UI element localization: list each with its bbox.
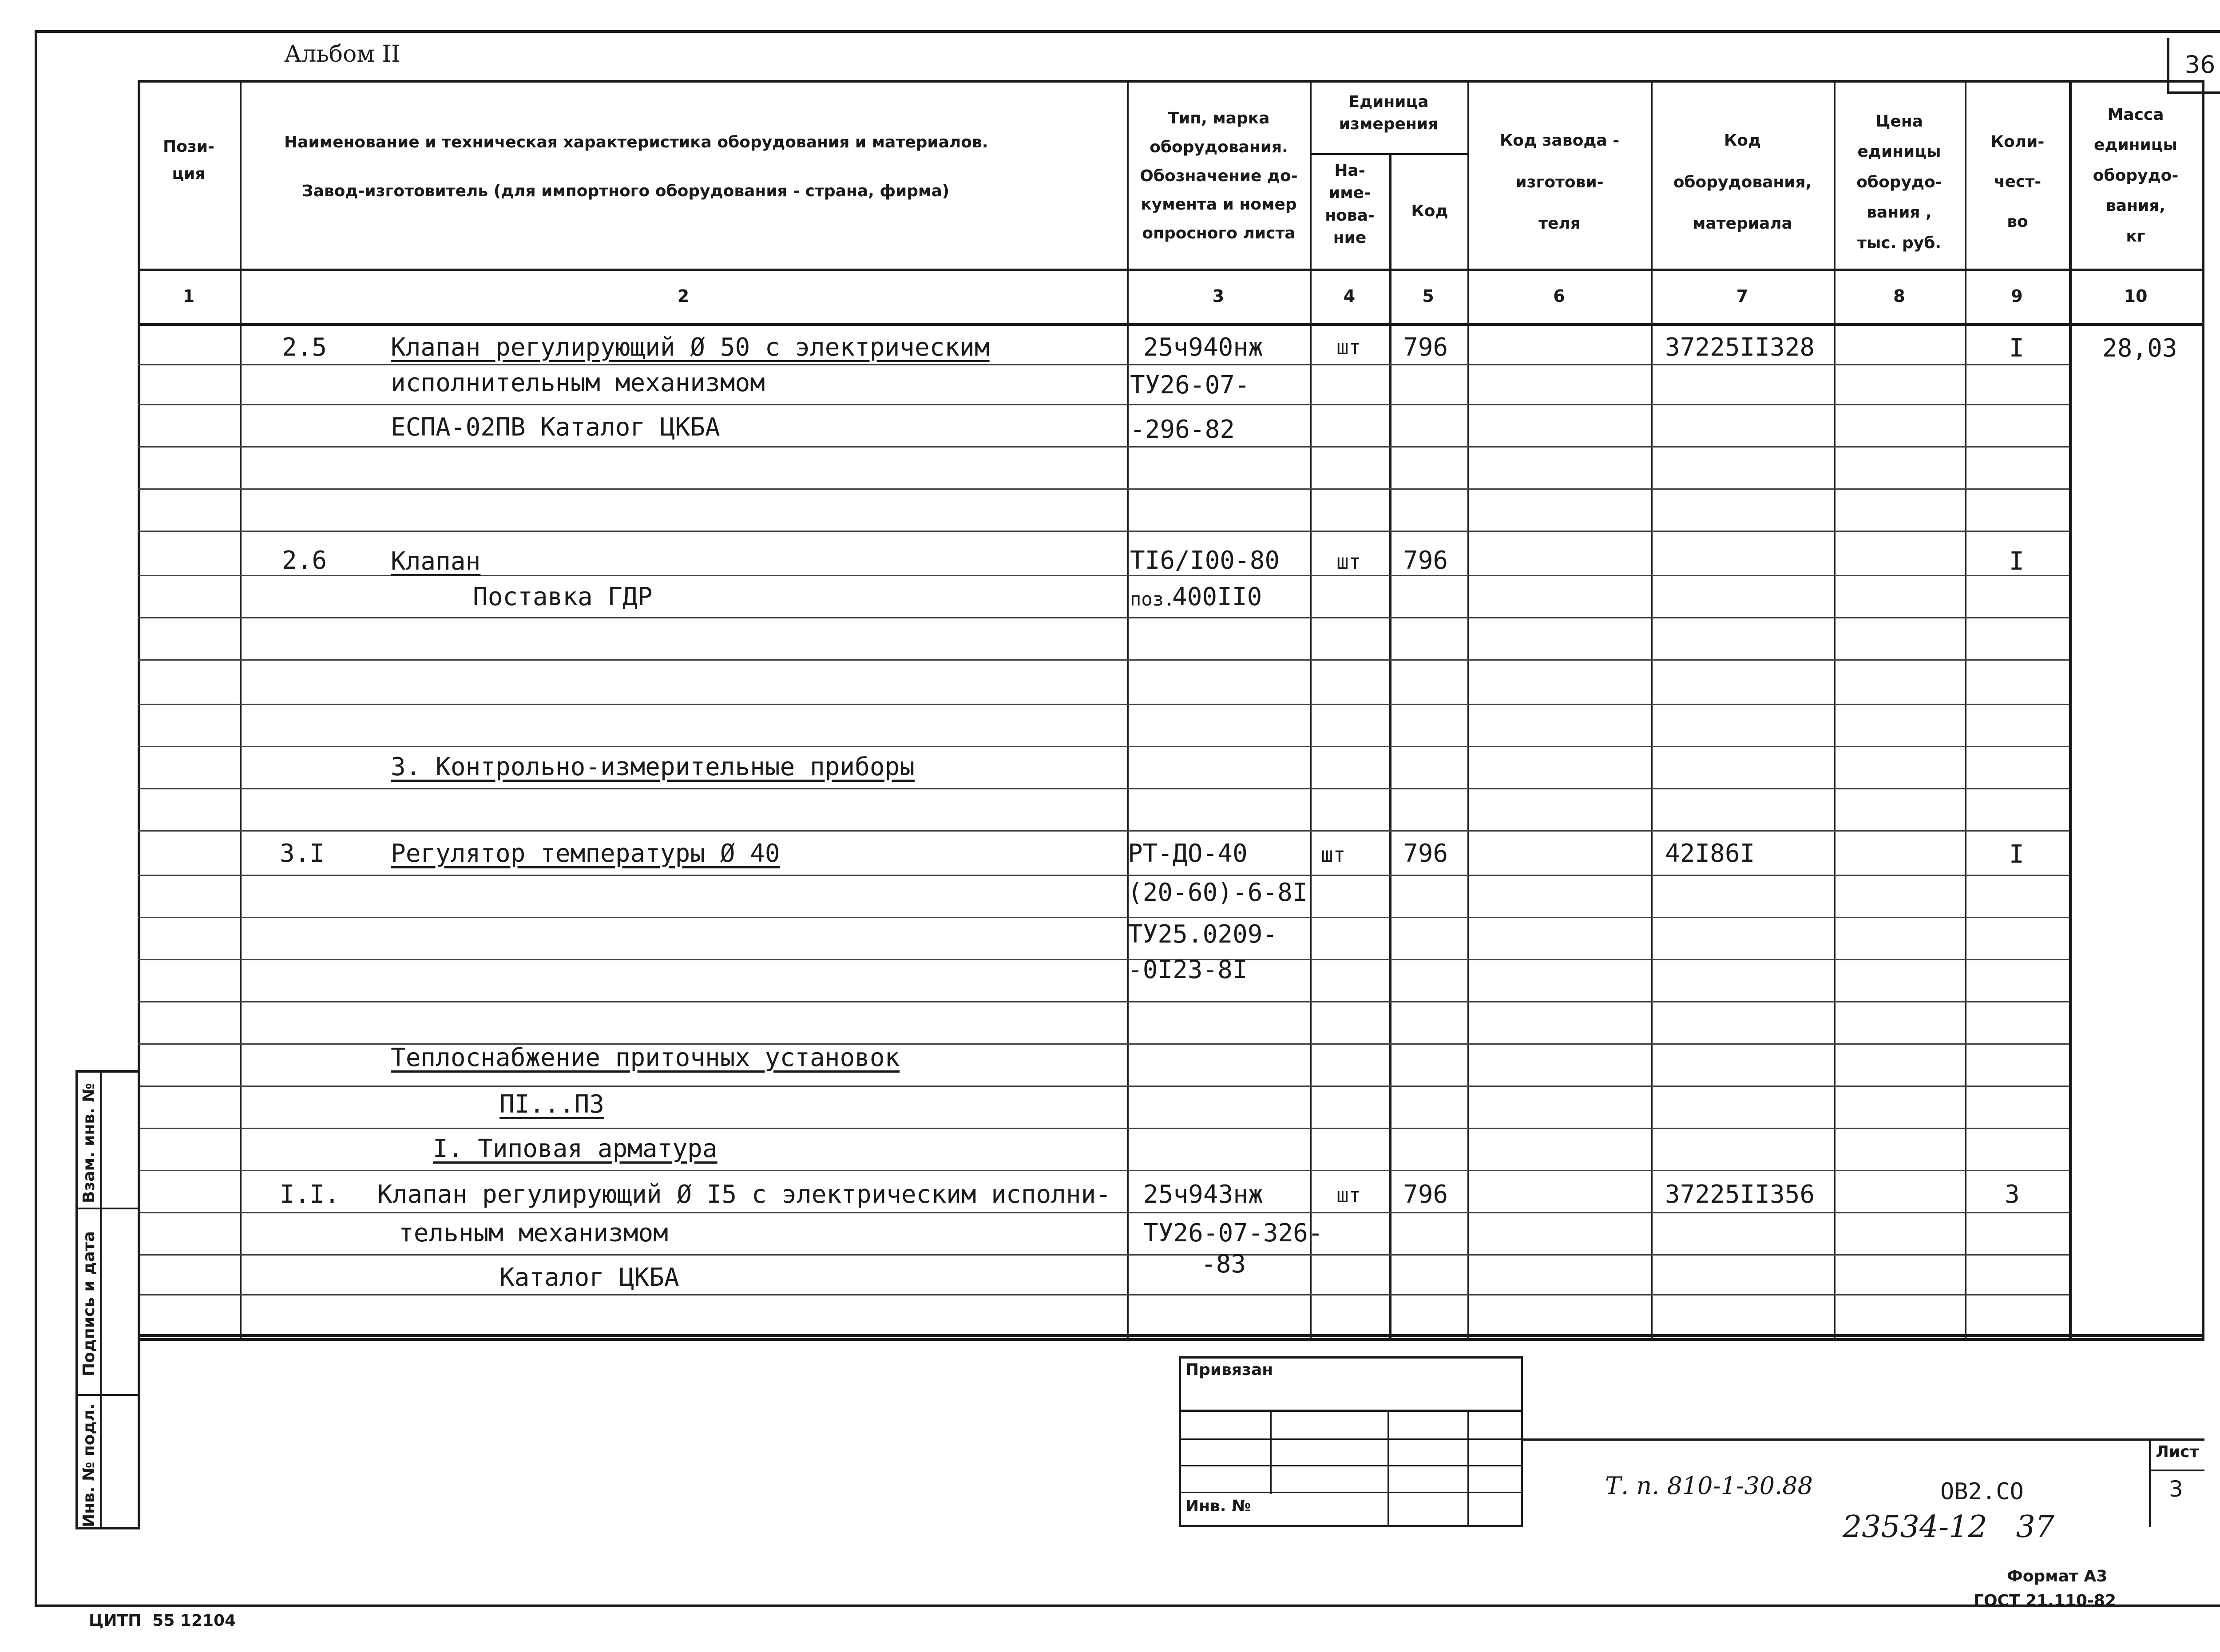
colnum-7: 7 (1736, 286, 1748, 306)
row-3.1-pos: 3.I (280, 839, 325, 868)
row-3.1-type-2: (20-60)-6-8I (1128, 878, 1308, 907)
row-1.1-unit: шт (1336, 1183, 1361, 1207)
side-label-inventory: Инв. № подл. (80, 1403, 98, 1527)
row-line (138, 364, 2069, 365)
row-1.1-type-2: ТУ26-07-326- (1143, 1219, 1323, 1248)
row-2.5-unit: шт (1336, 335, 1361, 359)
colnum-sep (138, 323, 2204, 326)
row-3.1-name: Регулятор температуры Ø 40 (391, 839, 780, 868)
row-line (138, 1001, 2069, 1002)
row-2.6-type-prefix: поз. (1130, 588, 1175, 610)
unit-sub-sep (1310, 153, 1467, 155)
row-line (138, 446, 2069, 448)
fittings-title: I. Типовая арматура (433, 1134, 718, 1163)
side-label-signature: Подпись и дата (80, 1231, 98, 1376)
row-2.5-type-2: ТУ26-07- (1130, 371, 1250, 400)
hdr-type: Тип, марка оборудования. Обозначение до- кумента и номер опросного листа (1140, 109, 1298, 243)
row-line (138, 1170, 2069, 1171)
colnum-4: 4 (1343, 286, 1356, 306)
row-2.6-pos: 2.6 (282, 546, 327, 575)
row-2.5-name-3: ЕСПА-02ПВ Каталог ЦКБА (391, 413, 720, 442)
row-2.5-name: Клапан регулирующий Ø 50 с электрическим (391, 333, 990, 362)
row-3.1-qty: I (2009, 840, 2024, 869)
colnum-2: 2 (677, 286, 690, 306)
colnum-6: 6 (1553, 286, 1565, 306)
album-title: Альбом II (284, 41, 400, 67)
row-3.1-equip: 42I86I (1665, 839, 1755, 868)
hdr-plant-code: Код завода - изготови- теля (1499, 131, 1620, 233)
section-3-title: 3. Контрольно-измерительные приборы (391, 753, 915, 781)
row-line (138, 659, 2069, 661)
side-stamp-sep (75, 1208, 140, 1209)
row-2.5-type-3: -296-82 (1130, 415, 1235, 444)
sheet-box-sep (2149, 1470, 2204, 1471)
hdr-position: Пози- ция (163, 138, 214, 183)
hdr-name-a: Наименование и техническая характеристика оборудования и материалов. (284, 133, 988, 151)
col-sep (2202, 80, 2204, 271)
hdr-equip-code: Код оборудования, материала (1673, 131, 1812, 233)
hdr-unit-name: На- име- нова- ние (1325, 162, 1375, 247)
bound-stamp-line (1179, 1438, 1523, 1440)
doc-code-handwritten: Т. п. 810-1-30.88 (1605, 1472, 1813, 1500)
row-2.6-unit: шт (1336, 550, 1361, 574)
bottom-left-code: ЦИТП 55 12104 (89, 1612, 236, 1630)
row-line (138, 830, 2069, 832)
heat-supply-range: ПI...П3 (500, 1090, 605, 1119)
row-3.1-type-4: -0I23-8I (1128, 955, 1248, 984)
row-line (138, 917, 2069, 918)
format-label: Формат А3 (2007, 1567, 2108, 1585)
side-stamp-sep (100, 1070, 102, 1529)
hdr-unit-code: Код (1411, 202, 1448, 220)
row-line (138, 1085, 2069, 1087)
colnum-9: 9 (2011, 286, 2023, 306)
row-2.6-type-2: 400II0 (1172, 582, 1262, 611)
row-2.6-name-2: Поставка ГДР (473, 582, 653, 611)
row-1.1-name-2: тельным механизмом (399, 1219, 668, 1248)
row-1.1-type-3: -83 (1201, 1250, 1246, 1279)
row-line (138, 617, 2069, 618)
row-1.1-pos: I.I. (280, 1180, 340, 1209)
row-2.5-qty: I (2009, 334, 2024, 363)
row-3.1-type-3: ТУ25.0209- (1128, 920, 1278, 949)
title-block-top (1523, 1438, 2204, 1441)
heat-supply-title: Теплоснабжение приточных установок (391, 1043, 900, 1072)
side-label-replaced: Взам. инв. № (80, 1083, 98, 1203)
row-2.6-name: Клапан (391, 547, 481, 576)
colnum-10: 10 (2124, 286, 2148, 306)
hdr-price: Цена единицы оборудо- вания , тыс. руб. (1856, 112, 1942, 252)
row-line (138, 1254, 2069, 1256)
row-1.1-type: 25ч943нж (1143, 1180, 1263, 1209)
row-2.5-mass: 28,03 (2102, 334, 2177, 363)
bound-stamp-sep (1388, 1410, 1389, 1527)
page-number: 36 (2167, 38, 2220, 94)
hdr-name-b: Завод-изготовитель (для импортного оборудования - страна, фирма) (302, 182, 950, 200)
bound-label: Привязан (1185, 1361, 1273, 1379)
row-2.6-type: ТI6/I00-80 (1130, 546, 1280, 575)
row-line (138, 875, 2069, 876)
row-3.1-unit: шт (1321, 843, 1346, 867)
side-stamp-sep (75, 1394, 140, 1396)
colnum-5: 5 (1422, 286, 1434, 306)
row-2.6-code: 796 (1403, 546, 1448, 575)
row-line (138, 531, 2069, 532)
row-line (138, 488, 2069, 490)
hdr-qty: Коли- чест- во (1990, 133, 2045, 231)
row-line (138, 1128, 2069, 1129)
row-2.5-code: 796 (1403, 333, 1448, 362)
hdr-unit: Единица измерения (1339, 93, 1439, 134)
doc-code: ОВ2.СО (1940, 1478, 2024, 1505)
row-line (138, 1294, 2069, 1295)
row-line (138, 704, 2069, 705)
row-line (138, 959, 2069, 960)
row-line (138, 1212, 2069, 1213)
row-3.1-type: РТ-ДО-40 (1128, 839, 1248, 868)
bound-stamp-sep (1467, 1410, 1469, 1527)
row-2.5-type: 25ч940нж (1143, 333, 1263, 362)
sheet-label: Лист (2156, 1443, 2199, 1461)
bound-stamp-line (1179, 1465, 1523, 1466)
body-bottom (138, 1334, 2204, 1337)
inv-label: Инв. № (1185, 1497, 1251, 1515)
hdr-mass: Масса единицы оборудо- вания, кг (2093, 106, 2179, 246)
row-line (138, 788, 2069, 789)
row-1.1-equip: 37225II356 (1665, 1180, 1815, 1209)
gost-label: ГОСТ 21.110-82 (1974, 1592, 2117, 1610)
row-2.5-pos: 2.5 (282, 333, 327, 362)
header-sep (138, 269, 2204, 271)
sheet-number: 3 (2169, 1476, 2183, 1502)
row-1.1-name: Клапан регулирующий Ø I5 с электрическим исполни- (377, 1180, 1111, 1209)
bound-stamp-sep (1270, 1410, 1272, 1494)
colnum-3: 3 (1212, 286, 1225, 306)
bound-stamp-line (1179, 1410, 1523, 1412)
row-1.1-code: 796 (1403, 1180, 1448, 1209)
row-1.1-name-3: Каталог ЦКБА (500, 1263, 679, 1292)
handwritten-number: 23534-12 37 (1843, 1509, 2055, 1545)
bound-stamp-line (1179, 1492, 1523, 1493)
row-line (138, 746, 2069, 747)
row-3.1-code: 796 (1403, 839, 1448, 868)
colnum-1: 1 (182, 286, 195, 306)
row-line (138, 404, 2069, 405)
row-2.5-equip: 37225II328 (1665, 333, 1815, 362)
row-2.5-name-2: исполнительным механизмом (391, 368, 765, 397)
row-2.6-qty: I (2009, 547, 2024, 576)
row-1.1-qty: 3 (2005, 1180, 2020, 1209)
colnum-8: 8 (1893, 286, 1905, 306)
